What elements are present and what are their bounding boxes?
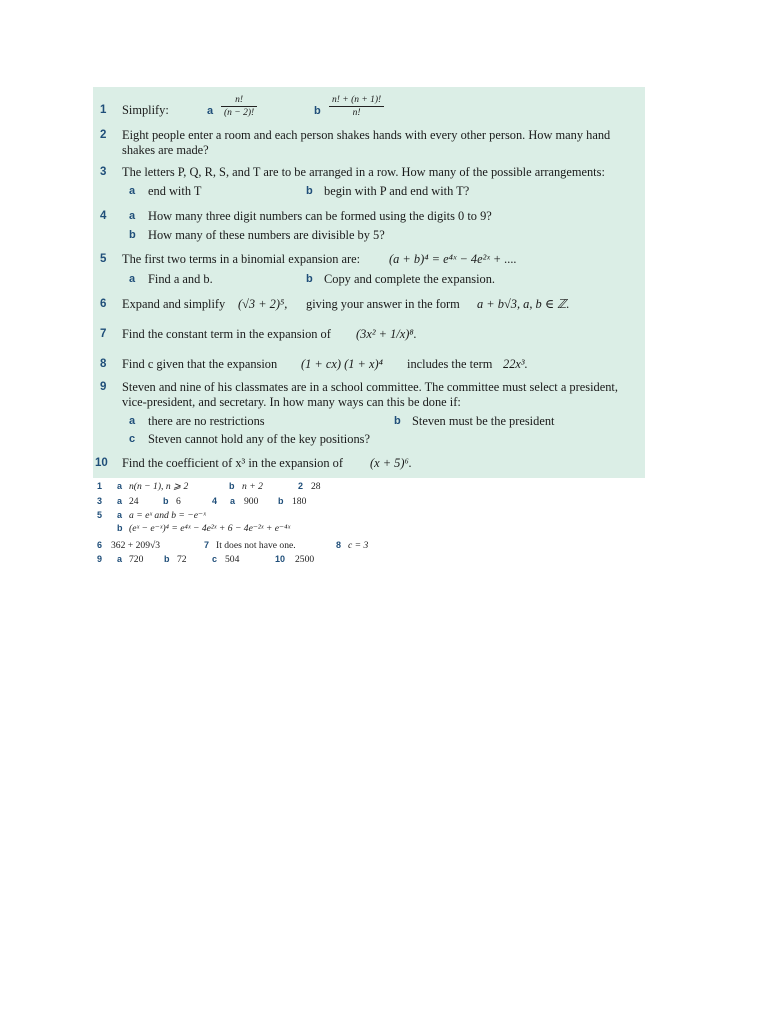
part-label: a [129,185,136,197]
part-label: b [314,105,321,117]
math-expression: (3x² + 1/x)⁸. [356,327,417,341]
part-label: b [306,185,313,197]
part-text: How many of these numbers are divisible by 5? [148,228,385,242]
answer-number: 8 [336,540,342,550]
answer-number: 10 [275,554,286,564]
question-text: includes the term [407,357,493,371]
answer-number: 2 [298,481,304,491]
part-text: begin with P and end with T? [324,184,470,198]
answer-value: 720 [129,554,144,565]
answer-part-label: b [278,496,284,506]
answer-value: 24 [129,496,139,507]
question-number: 10 [95,457,108,469]
answer-value: (eˣ − e⁻ˣ)⁴ = e⁴ˣ − 4e²ˣ + 6 − 4e⁻²ˣ + e⁻⁴ˣ [129,523,291,534]
question-text: giving your answer in the form [306,297,460,311]
part-label: c [129,433,136,445]
math-expression: a + b√3, a, b ∈ ℤ. [477,297,570,311]
answer-number: 9 [97,554,103,564]
question-text: Find the coefficient of x³ in the expansion of [122,456,343,470]
denominator: n! [352,108,361,118]
part-text: Copy and complete the expansion. [324,272,496,286]
answer-part-label: a [117,510,123,520]
answer-value: 180 [292,496,307,507]
part-text: Steven cannot hold any of the key positions? [148,432,370,446]
part-label: b [306,273,313,285]
answer-number: 5 [97,510,103,520]
math-expression: (1 + cx) (1 + x)⁴ [301,357,383,371]
part-label: a [129,415,136,427]
question-number: 4 [100,210,107,222]
part-text: there are no restrictions [148,414,265,428]
answer-value: c = 3 [348,540,369,551]
question-number: 1 [100,104,107,116]
question-number: 6 [100,298,107,310]
answer-part-label: b [117,523,123,533]
question-1 [93,97,645,125]
answer-part-label: a [117,496,123,506]
denominator: (n − 2)! [224,108,255,118]
answer-value: 900 [244,496,259,507]
part-label: a [129,210,136,222]
answer-part-label: b [229,481,235,491]
answer-value: a = eˣ and b = −e⁻ˣ [129,510,206,521]
answer-value: 2500 [295,554,315,565]
answer-part-label: a [117,481,123,491]
answer-number: 4 [212,496,218,506]
question-text: Eight people enter a room and each person shakes hands with every other person. How many hand [122,128,611,142]
answer-value: 28 [311,481,321,492]
math-expression: 22x³. [503,357,528,371]
part-text: Find a and b. [148,272,213,286]
part-text: How many three digit numbers can be formed using the digits 0 to 9? [148,209,492,223]
question-text: Expand and simplify [122,297,226,311]
question-text: Steven and nine of his classmates are in a school committee. The committee must select a president, [122,380,618,394]
answer-value: 362 + 209√3 [111,540,161,551]
math-expression: (√3 + 2)⁵, [238,297,288,311]
math-expression: (x + 5)⁶. [370,456,412,470]
question-text: Find the constant term in the expansion of [122,327,331,341]
question-text: Simplify: [122,103,169,117]
exercise-panel [93,87,645,478]
answer-value: n(n − 1), n ⩾ 2 [129,481,189,492]
answer-number: 1 [97,481,103,491]
answer-part-label: b [164,554,170,564]
answer-number: 6 [97,540,103,550]
question-text: The letters P, Q, R, S, and T are to be arranged in a row. How many of the possible arrangements: [122,165,605,179]
answer-value: 504 [225,554,240,565]
question-text: Find c given that the expansion [122,357,278,371]
question-text: shakes are made? [122,143,209,157]
part-label: b [129,229,136,241]
answer-number: 7 [204,540,210,550]
part-text: Steven must be the president [412,414,555,428]
question-text: vice-president, and secretary. In how many ways can this be done if: [122,395,461,409]
answer-part-label: a [117,554,123,564]
fraction-b [329,94,384,119]
question-number: 5 [100,253,107,265]
answer-value: 6 [176,496,181,507]
answer-value: n + 2 [242,481,263,492]
answer-number: 3 [97,496,103,506]
numerator: n! [221,94,257,107]
question-text: The first two terms in a binomial expansion are: [122,252,361,266]
math-expression: (a + b)⁴ = e⁴ˣ − 4e²ˣ + .... [389,252,517,266]
question-number: 9 [100,381,107,393]
answer-part-label: c [212,554,218,564]
part-label: a [207,105,214,117]
question-number: 2 [100,129,107,141]
answer-value: 72 [177,554,187,565]
numerator: n! + (n + 1)! [329,94,384,107]
question-number: 8 [100,358,107,370]
answer-part-label: a [230,496,236,506]
question-number: 3 [100,166,107,178]
part-text: end with T [148,184,202,198]
question-number: 7 [100,328,107,340]
answer-part-label: b [163,496,169,506]
fraction-a [221,94,257,119]
answer-value: It does not have one. [216,540,296,551]
part-label: b [394,415,401,427]
part-label: a [129,273,136,285]
